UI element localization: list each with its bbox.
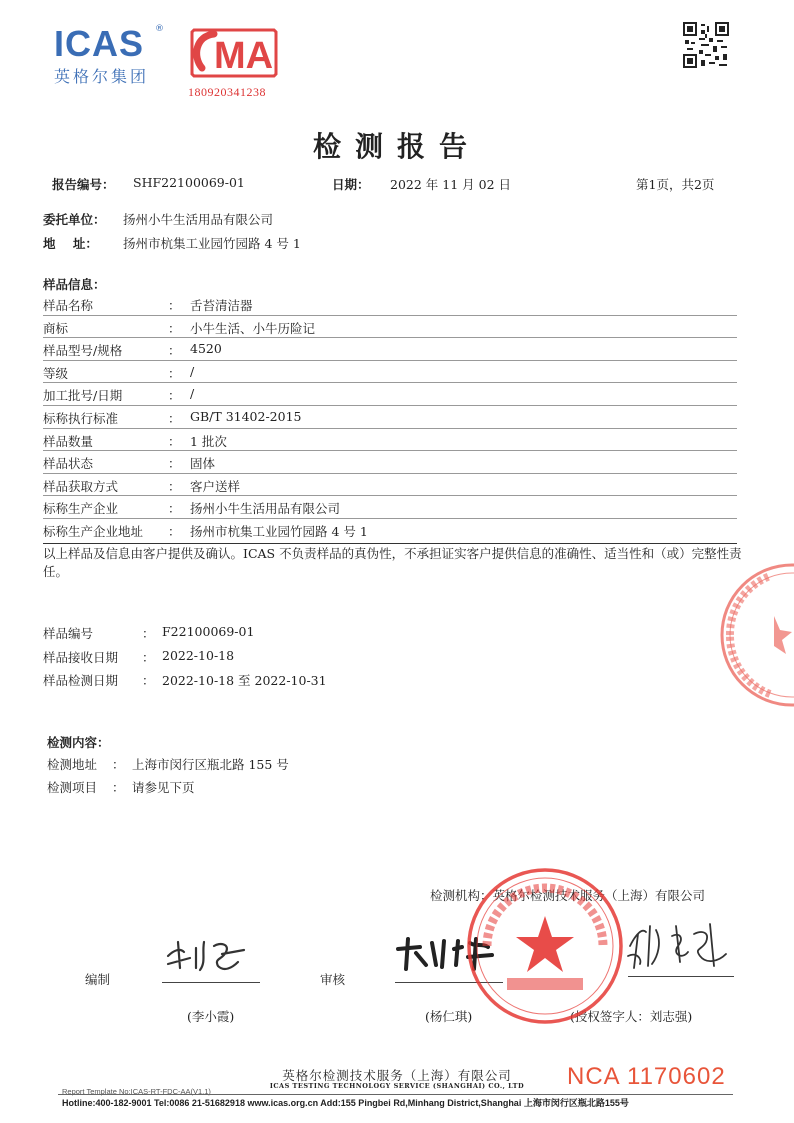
sample-row-colon: ： bbox=[168, 478, 181, 494]
reviewer-name: (杨仁琪) bbox=[425, 1009, 473, 1024]
sample-info-heading: 样品信息： bbox=[43, 277, 106, 292]
company-seal-icon bbox=[465, 866, 625, 1026]
sample-row-label: 等级 bbox=[43, 365, 69, 381]
sample-row-value: / bbox=[190, 386, 195, 402]
sample-detail-row-colon: ： bbox=[142, 649, 155, 665]
sample-row-label: 标称生产企业 bbox=[43, 501, 119, 517]
compiler-name: (李小霞) bbox=[187, 1009, 235, 1024]
test-content-heading: 检测内容： bbox=[47, 735, 110, 750]
client-label: 委托单位： bbox=[43, 212, 106, 227]
sample-row-label: 商标 bbox=[43, 320, 69, 336]
test-row-label: 检测地址 bbox=[47, 757, 98, 772]
sample-row-divider bbox=[43, 405, 737, 406]
sample-row-value: 扬州小牛生活用品有限公司 bbox=[190, 501, 341, 517]
test-row-colon: ： bbox=[112, 757, 125, 772]
qr-code bbox=[683, 22, 729, 68]
sample-row-colon: ： bbox=[168, 433, 181, 449]
sample-row-colon: ： bbox=[168, 343, 181, 359]
sample-detail-row-value: F22100069-01 bbox=[162, 624, 255, 639]
sample-row-divider bbox=[43, 337, 737, 338]
sample-detail-row-colon: ： bbox=[142, 673, 155, 688]
test-row-label: 检测项目 bbox=[47, 780, 98, 795]
footer-company-en: ICAS TESTING TECHNOLOGY SERVICE (SHANGHAI) CO., LTD bbox=[269, 1082, 525, 1090]
sample-detail-row-label: 样品编号 bbox=[43, 626, 94, 641]
sample-row-value: 扬州市杭集工业园竹园路 4 号 1 bbox=[190, 524, 368, 539]
sample-detail-row-value: 2022-10-18 bbox=[162, 647, 235, 663]
report-date-label: 日期： bbox=[332, 177, 370, 192]
compiled-by-label: 编制 bbox=[85, 972, 111, 987]
sample-row-colon: ： bbox=[168, 456, 181, 472]
sample-detail-row-value: 2022-10-18 至 2022-10-31 bbox=[162, 673, 327, 688]
qr-code-icon bbox=[683, 22, 729, 68]
sample-detail-row-colon: ： bbox=[142, 626, 155, 641]
sample-row-colon: ： bbox=[168, 388, 181, 404]
sample-row-colon: ： bbox=[168, 298, 181, 313]
sample-row-value: GB/T 31402-2015 bbox=[190, 409, 302, 424]
report-number-value: SHF22100069-01 bbox=[133, 175, 245, 190]
nca-number: NCA 1170602 bbox=[567, 1063, 726, 1090]
testing-organization: 检测机构：英格尔检测技术服务（上海）有限公司 bbox=[430, 888, 706, 903]
test-row-value: 请参见下页 bbox=[132, 780, 195, 795]
sample-row-colon: ： bbox=[168, 524, 181, 539]
sample-row-value: / bbox=[190, 363, 195, 379]
sample-disclaimer: 以上样品及信息由客户提供及确认。ICAS 不负责样品的真伪性，不承担证实客户提供信息的准确性、适当性和（或）完整性责任。 bbox=[43, 546, 742, 579]
sample-row-label: 标称生产企业地址 bbox=[43, 524, 144, 539]
cma-text: MA bbox=[214, 35, 274, 77]
sample-row-colon: ： bbox=[168, 501, 181, 517]
sample-row-label: 样品获取方式 bbox=[43, 478, 119, 494]
sample-row-divider bbox=[43, 428, 737, 429]
footer-divider bbox=[58, 1094, 733, 1095]
authorized-signature-line bbox=[628, 976, 734, 977]
sample-row-value: 4520 bbox=[190, 341, 222, 357]
sample-row-label: 样品型号/规格 bbox=[43, 343, 123, 359]
sample-row-colon: ： bbox=[168, 411, 181, 426]
icas-logo bbox=[54, 23, 164, 87]
sample-row-label: 加工批号/日期 bbox=[43, 388, 123, 404]
page-indicator: 第1页，共2页 bbox=[636, 177, 715, 192]
sample-row-divider bbox=[43, 473, 737, 474]
compiler-signature-icon bbox=[160, 932, 260, 978]
test-row-colon: ： bbox=[112, 780, 125, 795]
client-address-label: 地 址： bbox=[43, 236, 98, 251]
icas-logo-text: ICAS bbox=[54, 23, 145, 64]
registered-mark: ® bbox=[155, 24, 164, 34]
sample-row-divider bbox=[43, 382, 737, 383]
sample-row-value: 客户送样 bbox=[190, 478, 241, 494]
reviewed-by-label: 审核 bbox=[320, 972, 346, 987]
report-template-number: Report Template No:ICAS-RT-FDC-AA(V1.1) bbox=[62, 1087, 211, 1096]
cma-number: 180920341238 bbox=[188, 85, 266, 99]
icas-logo-cn: 英格尔集团 bbox=[54, 67, 150, 86]
sample-row-colon: ： bbox=[168, 365, 181, 381]
sample-row-divider bbox=[43, 360, 737, 361]
test-row-value: 上海市闵行区瓶北路 155 号 bbox=[132, 757, 289, 772]
sample-detail-row-label: 样品检测日期 bbox=[43, 673, 119, 688]
sample-row-colon: ： bbox=[168, 320, 181, 336]
authorized-signature-icon bbox=[622, 916, 737, 978]
sample-row-label: 标称执行标准 bbox=[43, 411, 119, 426]
authorized-signatory: (授权签字人：刘志强) bbox=[570, 1009, 693, 1024]
report-number-label: 报告编号： bbox=[52, 177, 115, 192]
sample-row-divider bbox=[43, 495, 737, 496]
sample-detail-row-label: 样品接收日期 bbox=[43, 649, 119, 665]
sample-row-value: 舌苔清洁器 bbox=[190, 298, 253, 313]
report-date-value: 2022 年 11 月 02 日 bbox=[390, 177, 511, 192]
client-value: 扬州小牛生活用品有限公司 bbox=[123, 212, 274, 227]
sample-info-bottom-divider bbox=[43, 543, 737, 544]
cma-logo bbox=[188, 26, 280, 84]
compiler-signature-line bbox=[162, 982, 260, 983]
footer-company-cn: 英格尔检测技术服务（上海）有限公司 bbox=[282, 1068, 512, 1083]
sample-row-label: 样品数量 bbox=[43, 433, 94, 449]
sample-row-value: 1 批次 bbox=[190, 433, 227, 449]
footer-contact: Hotline:400-182-9001 Tel:0086 21-51682918 www.icas.org.cn Add:155 Pingbei Rd,Minhang District,Shanghai 上海市闵行区瓶北路155号 bbox=[62, 1098, 629, 1108]
cma-mark-icon bbox=[188, 26, 280, 80]
sample-row-value: 小牛生活、小牛历险记 bbox=[190, 320, 316, 336]
sample-row-divider bbox=[43, 315, 737, 316]
document-title: 检测报告 bbox=[312, 130, 481, 163]
sample-row-value: 固体 bbox=[190, 456, 216, 472]
side-seal-icon bbox=[710, 560, 794, 710]
sample-row-divider bbox=[43, 518, 737, 519]
sample-row-divider bbox=[43, 450, 737, 451]
client-address-value: 扬州市杭集工业园竹园路 4 号 1 bbox=[123, 236, 301, 251]
sample-row-label: 样品名称 bbox=[43, 298, 94, 313]
sample-row-label: 样品状态 bbox=[43, 456, 94, 472]
